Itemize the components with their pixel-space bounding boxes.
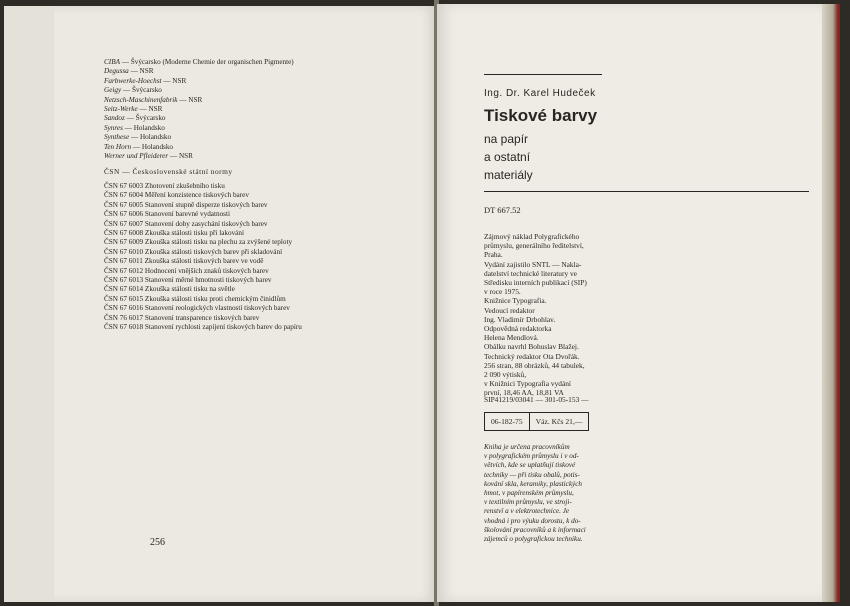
code-price-boxes [484, 412, 589, 430]
colophon-line: v Knižnici Typografia vydání [484, 379, 571, 389]
standard-line: ČSN 67 6015 Zkouška stálosti tisku proti chemickým činidlům [104, 294, 286, 303]
manufacturer-name: Netzsch-Maschinenfabrik [104, 95, 178, 104]
colophon-line: 256 stran, 88 obrázků, 44 tabulek, [484, 360, 585, 370]
author: Ing. Dr. Karel Hudeček [484, 88, 596, 99]
colophon-line: Obálku navrhl Bohuslav Blažej. [484, 342, 579, 352]
blurb-line: zájemců o polygrafickou techniku. [484, 535, 583, 544]
manufacturer-line [104, 58, 404, 67]
blurb-line: Kniha je určena pracovníkům [484, 443, 570, 451]
blurb-line: techniky — při tisku obalů, potis- [484, 470, 580, 479]
manufacturer-line [104, 124, 404, 133]
standard-line: ČSN 67 6004 Měření konzistence tiskových barev [104, 191, 249, 200]
manufacturer-line [104, 96, 404, 105]
manufacturer-country: — NSR [137, 105, 163, 114]
manufacturer-country: — Holandsko [129, 133, 172, 142]
colophon-line: Vydání zajistilo SNTL — Nakla- [484, 259, 582, 269]
manufacturer-country: — NSR [128, 67, 154, 76]
colophon-line: 2 090 výtisků, [484, 370, 527, 380]
manufacturer-name: Werner und Pfleiderer [104, 152, 169, 161]
standard-line: ČSN 67 6005 Stanovení stupně disperze tiskových barev [104, 200, 268, 209]
manufacturer-line [104, 133, 404, 142]
manufacturer-name: Synthese [104, 133, 130, 142]
manufacturer-country: — Švýcarsko (Moderne Chemie der organischen Pigmente) [119, 58, 294, 66]
manufacturer-line [104, 67, 404, 76]
blurb-line: v polygrafickém průmyslu i v od- [484, 452, 579, 461]
manufacturer-name: Ten Horn [104, 142, 132, 151]
standard-line: ČSN 67 6012 Hodnocení vnějších znaků tiskových barev [104, 266, 269, 275]
standard-line: ČSN 67 6016 Stanovení reologických vlastností tiskových barev [104, 304, 290, 313]
manufacturer-country: — Švýcarsko [121, 86, 162, 95]
colophon-line: Knižnice Typografia. [484, 296, 547, 306]
standard-line: ČSN 67 6013 Stanovení měrné hmotnosti tiskových barev [104, 275, 272, 284]
subtitle-line: na papír [484, 132, 529, 146]
dt-classification: DT 667.52 [484, 205, 521, 215]
colophon-line: Ing. Vladimír Drbohlav. [484, 314, 556, 324]
page-number: 256 [150, 537, 165, 548]
standard-line: ČSN 67 6014 Zkouška stálosti tisku na světle [104, 285, 235, 294]
manufacturer-name: Farbwerke-Hoechst [104, 76, 162, 85]
blurb-line: kování skla, keramiky, plastických [484, 479, 582, 488]
manufacturer-line [104, 86, 404, 95]
manufacturer-line [104, 143, 404, 152]
standard-line: ČSN 76 6017 Stanovení transparence tiskových barev [104, 313, 260, 322]
blurb-line: školování pracovníků a k informaci [484, 525, 586, 534]
standard-line: ČSN 67 6007 Stanovení doby zasychání tiskových barev [104, 219, 268, 228]
page-stack [822, 4, 840, 602]
colophon-line: Odpovědná redaktorka [484, 324, 552, 334]
manufacturer-country: — NSR [161, 76, 187, 85]
manufacturer-line [104, 77, 404, 86]
manufacturer-country: — NSR [168, 152, 193, 161]
standard-line: ČSN 67 6008 Zkouška stálosti tisku při lakování [104, 228, 244, 237]
blurb-line: vhodná i pro výuku dorostu, k do- [484, 516, 581, 525]
blurb-line: v textilním průmyslu, ve stroji- [484, 498, 572, 507]
colophon-line: v roce 1975. [484, 287, 521, 297]
colophon-line: Praha. [484, 250, 503, 260]
left-page-text [104, 58, 404, 332]
price: Váz. Kčs 21,— [530, 412, 590, 431]
standards-list [104, 182, 404, 333]
colophon-line: Technický redaktor Ota Dvořák. [484, 351, 580, 361]
standard-line: ČSN 67 6006 Stanovení barevné vydatnosti [104, 210, 230, 219]
manufacturer-name: Sandoz [104, 114, 125, 123]
standard-line: ČSN 67 6003 Zhotovení zkušebního tisku [104, 181, 225, 190]
standard-line: ČSN 67 6009 Zkouška stálosti tisku na plechu za zvýšené teploty [104, 238, 293, 247]
blurb-line: renství a v elektrotechnice. Je [484, 507, 570, 516]
manufacturer-list [104, 58, 404, 161]
title-rule [484, 191, 809, 192]
manufacturer-name: Synres [104, 123, 123, 132]
colophon-line: průmyslu, generálního ředitelství, [484, 241, 584, 251]
sip-number: SIP41219/03041 — 301-05-153 — [484, 395, 589, 404]
colophon-line: datelství technické literatury ve [484, 268, 577, 278]
colophon-line: Helena Mendlová. [484, 333, 539, 343]
standard-line: ČSN 67 6010 Zkouška stálosti tiskových barev při skladování [104, 247, 283, 256]
book-title: Tiskové barvy [484, 106, 598, 125]
manufacturer-country: — Švýcarsko [124, 114, 166, 123]
colophon-line: Zájmový náklad Polygrafického [484, 232, 580, 241]
standard-line: ČSN 67 6018 Stanovení rychlosti zapíjení tiskových barev do papíru [104, 322, 302, 331]
subtitle-line: materiály [484, 168, 533, 182]
manufacturer-line [104, 114, 404, 123]
manufacturer-name: Geigy [104, 86, 122, 95]
left-page-edge [4, 6, 54, 602]
blurb-line: větvích, kde se uplatňují tiskové [484, 461, 576, 470]
manufacturer-name: Degussa [104, 67, 129, 76]
colophon-line: Vedoucí redaktor [484, 305, 535, 315]
manufacturer-line [104, 152, 404, 161]
book-blurb [484, 443, 606, 544]
manufacturer-country: — Holandsko [131, 142, 174, 151]
manufacturer-name: CIBA [104, 58, 120, 66]
colophon-line: Středisku interních publikací (SIP) [484, 278, 587, 288]
blurb-line: hmot, v papírenském průmyslu, [484, 489, 574, 498]
manufacturer-name: Seitz-Werke [104, 105, 138, 114]
standard-line: ČSN 67 6011 Zkouška stálosti tiskových barev ve vodě [104, 257, 264, 266]
colophon-line: první, 18,46 AA, 18,81 VA [484, 388, 564, 398]
manufacturer-country: — Holandsko [122, 123, 165, 132]
colophon [484, 232, 614, 398]
top-rule [484, 74, 602, 75]
book-subtitle [484, 130, 533, 184]
csn-heading: ČSN — Československé státní normy [104, 167, 233, 177]
subtitle-line: a ostatní [484, 150, 531, 164]
catalog-code: 06-182-75 [484, 412, 530, 431]
manufacturer-country: — NSR [177, 95, 203, 104]
